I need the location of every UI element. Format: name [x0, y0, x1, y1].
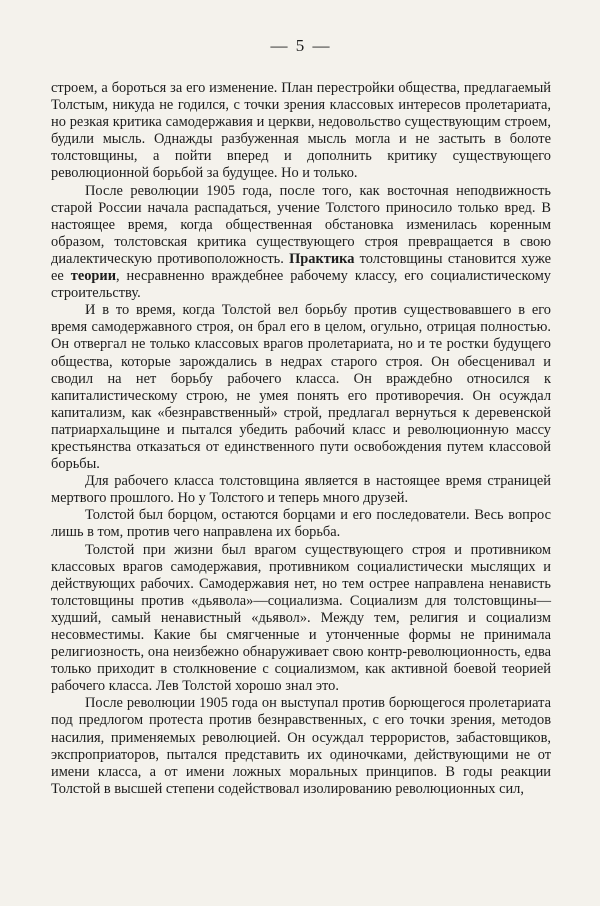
paragraph-text: Для рабочего класса толстовщина является в настоящее время страницей мертвого прошлого. Но у Толстого и теперь много друзей. [51, 473, 551, 507]
paragraph [51, 302, 551, 473]
paragraph-text: После революции 1905 года он выступал против борющегося пролетариата под предлогом протеста против безнравственных, с его точки зрения, методов насилия, применяемых революцией. Он осуждал террористов, забастовщиков, экспроприаторов, пытался представить их одиночками, действующими не от имени класса, а от имени ложных моральных принципов. В годы реакции Толстой в высшей степени содействовал изолированию революционных сил, [51, 695, 551, 797]
paragraph-text: строем, а бороться за его изменение. План перестройки общества, предлагаемый Толстым, никуда не годился, с точки зрения классовых интересов пролетариата, но резкая критика самодержавия и церкви, недовольство существующим строем, будили мысль. Однажды разбуженная мысль могла и не застыть в болоте толстовщины, а пойти вперед и дополнить критику существующего революционной борьбой за будущее. Но и только. [51, 80, 551, 182]
paragraph-text: , несравненно враждебнее рабочему классу, его социалистическому строительству. [51, 268, 551, 302]
emphasized-text: Практика [289, 250, 355, 267]
paragraph [51, 473, 551, 507]
emphasized-text: теории [70, 268, 116, 285]
paragraph-text: толстовщины становится хуже ее [51, 250, 551, 285]
paragraph-text: И в то время, когда Толстой вел борьбу против существовавшего в его время самодержавного строя, он брал его в целом, огульно, отрицая полностью. Он отвергал не только классовых врагов пролетариата, но и те ростки будущего общества, которые зарождались в недрах старого строя. Он обесценивал и сводил на нет борьбу рабочего класса. Он враждебно относился к капиталистическому строю, не умея понять его противоречия. Он осуждал капитализм, как «безнравственный» строй, предлагал вернуться к деревенской патриархальщине и пытался убедить рабочий класс и революционную массу крестьянства отказаться от единственного пути освобождения путем классовой борьбы. [51, 302, 551, 473]
paragraph [51, 507, 551, 541]
paragraph [51, 80, 551, 183]
page-number: — 5 — [270, 36, 332, 55]
paragraph [51, 695, 551, 798]
paragraph-text: Толстой был борцом, остаются борцами и его последователи. Весь вопрос лишь в том, против чего направлена их борьба. [51, 507, 551, 541]
paragraph [51, 542, 551, 696]
paragraph [51, 183, 551, 303]
body-text [51, 80, 551, 798]
paragraph-text: Толстой при жизни был врагом существующего строя и противником классовых врагов самодержавия, противником социалистически мыслящих и действующих рабочих. Самодержавия нет, но тем острее направлена ненависть толстовщины против «дьявола»—социализма. Социализм для толстовщины—худший, самый ненавистный «дьявол». Между тем, религия и социализм несовместимы. Какие бы смягченные и утонченные формы не принимала религиозность, она неизбежно обнаруживает свою контр-революционность, едва только приходит в столкновение с социализмом, как активной боевой теорией рабочего класса. Лев Толстой хорошо знал это. [51, 541, 551, 695]
paragraph-text: После революции 1905 года, после того, как восточная неподвижность старой России начала распадаться, учение Толстого приносило только вред. В настоящее время, когда общественная обстановка изменилась коренным образом, толстовская критика существующего строя превращается в свою диалектическую противоположность. [51, 182, 551, 267]
